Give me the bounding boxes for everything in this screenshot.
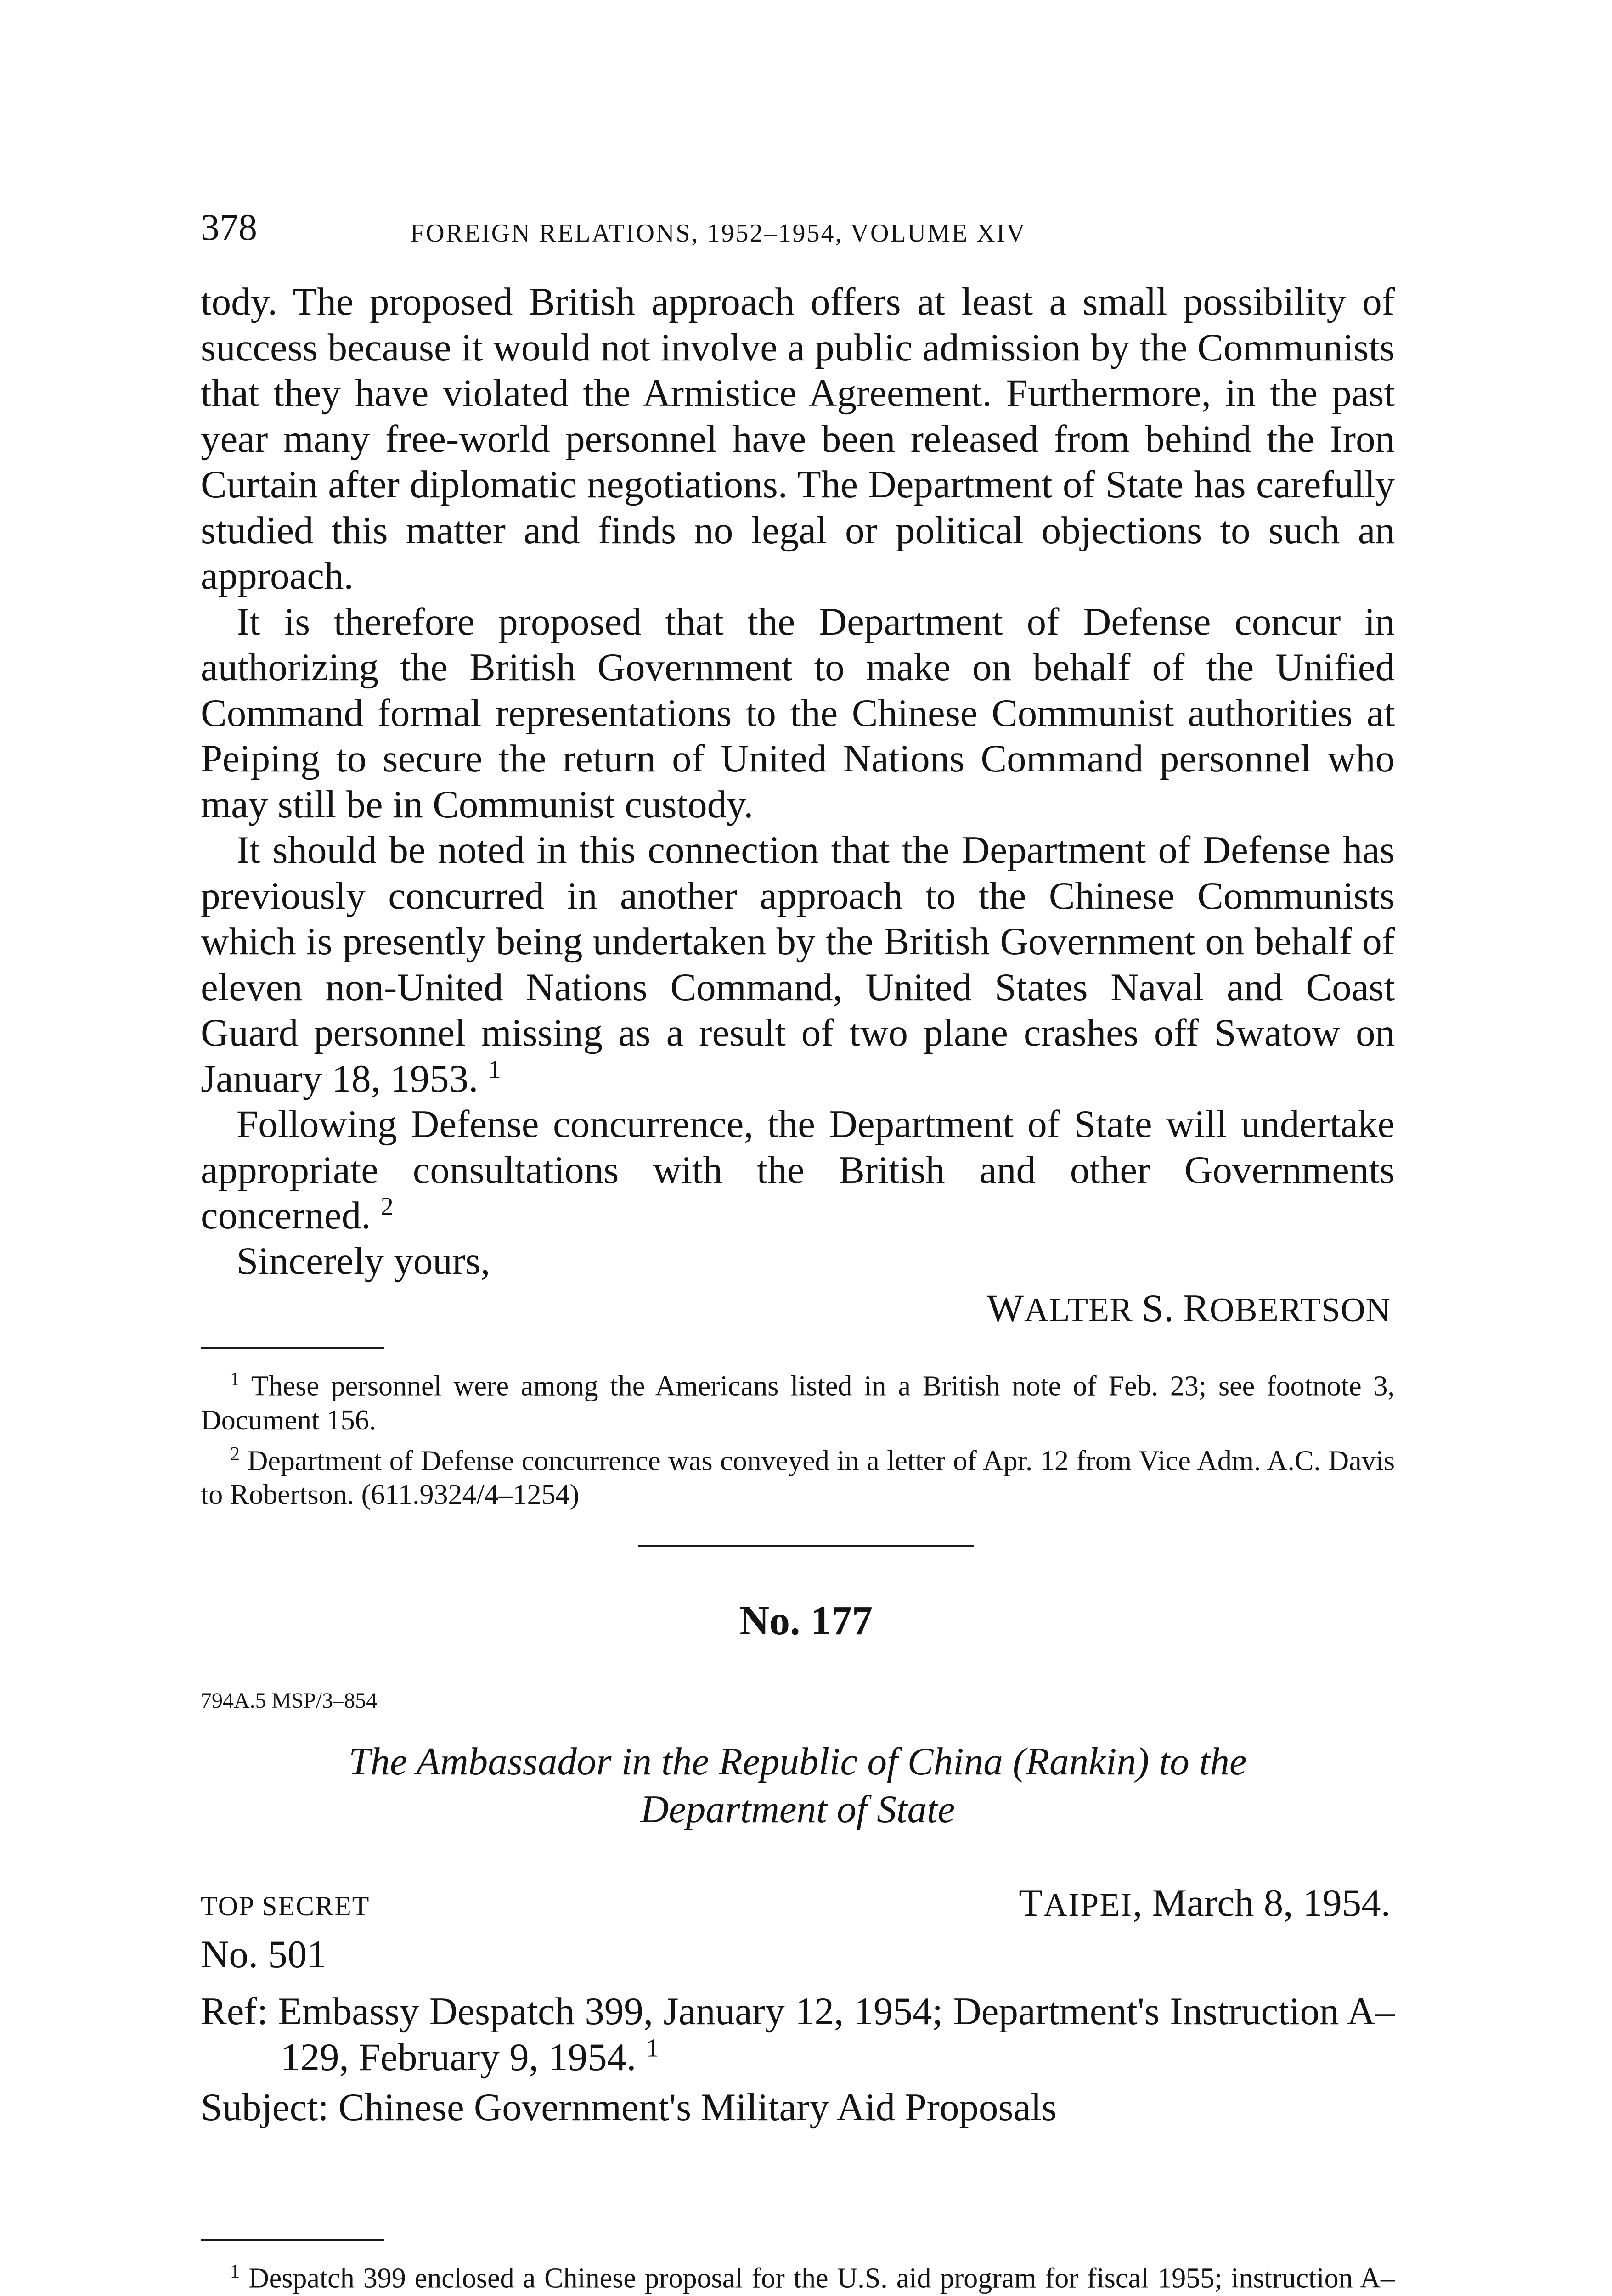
footnote-text: These personnel were among the Americans listed in a British note of Feb. 23; see footnote 3, Document 156. <box>201 1370 1395 1436</box>
document-title-line: Department of State <box>640 1788 955 1831</box>
letter-body <box>201 279 1395 1239</box>
body-paragraph <box>201 827 1395 1102</box>
footnote-number: 1 <box>230 1369 240 1390</box>
closing: Sincerely yours, <box>237 1239 490 1283</box>
footnote-number: 1 <box>230 2261 240 2282</box>
document-number: No. 177 <box>739 1598 873 1643</box>
despatch-number: No. 501 <box>201 1933 327 1976</box>
footnotes-bottom <box>201 2255 1395 2296</box>
signature-first-rest: ALTER <box>1024 1291 1133 1329</box>
body-paragraph-text: It should be noted in this connection that the Department of Defense has previously concurred in another approach to the Chinese Communists which is presently being undertaken by the British Government on behalf of eleven non-United Nations Command, United States Naval and Coast Guard personnel missing as a result of two plane crashes off Swatow on January 18, 1953. <box>201 828 1395 1100</box>
body-paragraph <box>201 1102 1395 1239</box>
place-initial: T <box>1019 1881 1044 1925</box>
date: , March 8, 1954. <box>1133 1881 1391 1925</box>
classification: TOP SECRET <box>201 1891 370 1921</box>
signature-last-rest: OBERTSON <box>1209 1291 1391 1329</box>
file-reference: 794A.5 MSP/3–854 <box>201 1688 378 1713</box>
document-separator <box>638 1545 974 1547</box>
place-rest: AIPEI <box>1043 1886 1133 1923</box>
footnote-rule <box>201 1347 384 1349</box>
place <box>1019 1881 1133 1925</box>
footnotes-top <box>201 1362 1395 1512</box>
footnote-number: 2 <box>230 1443 240 1465</box>
reference-line <box>201 1988 1395 2080</box>
subject-line: Subject: Chinese Government's Military Aid Proposals <box>201 2086 1057 2129</box>
body-paragraph: It is therefore proposed that the Department of Defense concur in authorizing the British Government to make on behalf of the Unified Command formal representations to the Chinese Communist authorities at Peiping to secure the return of United Nations Command personnel who may still be in Communist custody. <box>201 600 1395 826</box>
signature-last-initial: R <box>1183 1287 1210 1330</box>
signature-first-initial: W <box>986 1287 1024 1330</box>
footnote <box>201 2255 1395 2296</box>
footnote-text: Department of Defense concurrence was conveyed in a letter of Apr. 12 from Vice Adm. A.C. Davis to Robertson. (611.9324/4–1254) <box>201 1445 1395 1511</box>
page-number: 378 <box>201 206 257 248</box>
document-title-line: The Ambassador in the Republic of China (Rankin) to the <box>349 1740 1247 1783</box>
footnote-marker[interactable]: 1 <box>488 1055 501 1084</box>
reference-text: Ref: Embassy Despatch 399, January 12, 1954; Department's Instruction A–129, February 9, 1954. <box>201 1990 1395 2079</box>
footnote <box>201 1437 1395 1512</box>
signature <box>987 1286 1391 1331</box>
body-paragraph-text: Following Defense concurrence, the Department of State will undertake appropriate consultations with the British and other Governments concerned. <box>201 1103 1395 1237</box>
document-title <box>201 1738 1395 1833</box>
footnote <box>201 1362 1395 1437</box>
footnote-rule <box>201 2239 384 2241</box>
footnote-marker[interactable]: 2 <box>380 1192 394 1221</box>
footnote-text: Despatch 399 enclosed a Chinese proposal for the U.S. aid program for fiscal 1955; instruction A– <box>248 2262 1395 2294</box>
signature-middle-initial: S. <box>1142 1287 1174 1330</box>
body-paragraph: tody. The proposed British approach offers at least a small possibility of success because it would not involve a public admission by the Communists that they have violated the Armistice Agreement. Furthermore, in the past year many free-world personnel have been released from behind the Iron Curtain after diplomatic negotiations. The Department of State has carefully studied this matter and finds no legal or political objections to such an approach. <box>201 280 1395 597</box>
running-title: FOREIGN RELATIONS, 1952–1954, VOLUME XIV <box>410 219 1026 248</box>
place-date <box>1019 1880 1391 1925</box>
footnote-marker[interactable]: 1 <box>646 2034 659 2063</box>
